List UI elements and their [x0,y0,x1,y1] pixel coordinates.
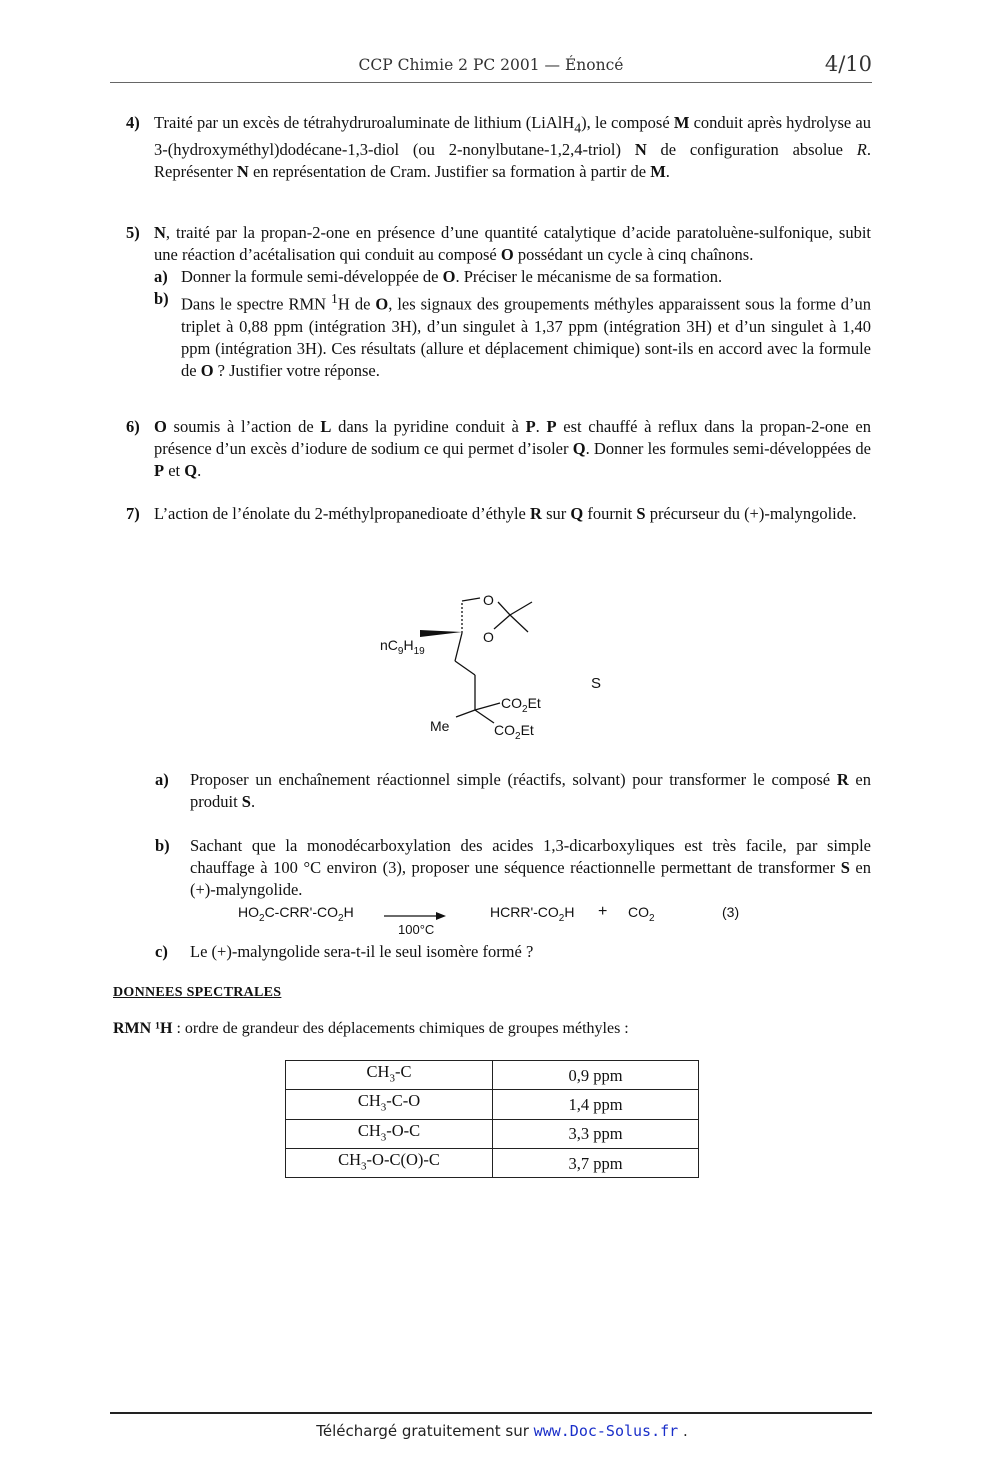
table-row [286,1119,699,1148]
question-7 [126,503,871,525]
table-row [286,1061,699,1090]
question-text: L’action de l’énolate du 2-méthylpropanedioate d’éthyle R sur Q fournit S précurseur du (+)-malyngolide. [154,504,857,523]
question-number: 7) [126,504,140,523]
page-header [110,52,872,82]
subquestion-text: Le (+)-malyngolide sera-t-il le seul isomère formé ? [190,942,534,961]
subquestion-label: c) [155,942,168,961]
question-text: Traité par un excès de tétrahydruroaluminate de lithium (LiAlH$_4$), le composé M conduit après hydrolyse au 3-(hydroxyméthyl)dodécane-1,3-diol (ou 2-nonylbutane-1,2,4-triol) N de configuration absolue R. Représenter N en représentation de Cram. Justifier sa formation à partir de M. [154,113,871,182]
footer-text: Téléchargé gratuitement sur [316,1422,534,1440]
question-text: N, traité par la propan-2-one en présence d’une quantité catalytique d’acide paratoluène-sulfonique, subit une réaction d’acétalisation qui conduit au composé O possédant un cycle à cinq chaînons. [154,223,871,264]
nonyl-chain-label: $nC_9H_{19}$ [380,637,425,657]
subquestion-label: a) [154,267,168,286]
equation-co2: $CO_2$ [628,904,655,924]
methyl-label: Me [430,718,450,734]
subquestion-5a [154,266,871,288]
footer-link[interactable]: www.Doc-Solus.fr [533,1422,679,1440]
ester-group-2: $CO_2Et$ [494,722,534,742]
subquestion-text: Donner la formule semi-développée de O. Préciser le mécanisme de sa formation. [181,267,723,286]
equation-reactant: $HO_2C-CRR'-CO_2H$ [238,904,354,924]
ring-oxygen-bottom: O [483,629,494,645]
equation-product: $HCRR'-CO_2H$ [490,904,575,924]
ester-group-1: $CO_2Et$ [501,695,541,715]
compound-label-s: S [591,675,602,692]
reaction-arrow [384,911,446,921]
subquestion-label: a) [155,770,169,789]
question-text: O soumis à l’action de L dans la pyridine conduit à P. P est chauffé à reflux dans la propan-2-one en présence d’un excès d’iodure de sodium ce qui permet d’isoler Q. Donner les formules semi-développées de P et Q. [154,417,871,480]
question-number: 5) [126,223,140,242]
chemical-shift-cell: 1,4 ppm [493,1090,699,1119]
chemical-shift-cell: 3,3 ppm [493,1119,699,1148]
methyl-group-cell: $CH_3-C-O$ [286,1090,493,1119]
table-row [286,1090,699,1119]
equation-plus: + [598,903,608,920]
page-footer [0,1422,1004,1440]
nmr-shift-table [285,1060,699,1178]
subquestion-label: b) [154,289,169,308]
methyl-group-cell: $CH_3-O-C$ [286,1119,493,1148]
subquestion-7a [155,769,871,813]
subquestion-label: b) [155,836,170,855]
equation-condition: 100°C [398,922,435,937]
page-number: 4/10 [824,52,872,76]
subquestion-text: Proposer un enchaînement réactionnel simple (réactifs, solvant) pour transformer le composé R en produit S. [190,770,872,811]
subquestion-5b [154,288,871,382]
subquestion-7b [155,835,871,901]
chemical-shift-cell: 0,9 ppm [493,1061,699,1090]
header-rule [110,82,872,83]
nmr-intro-text: : ordre de grandeur des déplacements chimiques de groupes méthyles : [172,1020,629,1037]
footer-end: . [678,1422,688,1440]
subquestion-text: Sachant que la monodécarboxylation des acides 1,3-dicarboxyliques est très facile, par simple chauffage à 100 °C environ (3), proposer une séquence réactionnelle permettant de transformer S en (+)-malyngolide. [190,836,872,899]
question-6 [126,416,871,482]
methyl-group-cell: $CH_3-C$ [286,1061,493,1090]
footer-rule [110,1412,872,1414]
molecule-s-structure [370,585,630,750]
section-title: DONNEES SPECTRALES [113,985,282,1000]
methyl-group-cell: $CH_3-O-C(O)-C$ [286,1148,493,1177]
nmr-intro-label: RMN ¹H [113,1020,173,1037]
header-title: CCP Chimie 2 PC 2001 — Énoncé [358,56,624,74]
chemical-shift-cell: 3,7 ppm [493,1148,699,1177]
question-number: 6) [126,417,140,436]
equation-number: (3) [722,904,740,920]
wedge-bond [420,630,462,637]
nmr-intro [113,1020,629,1038]
subquestion-7c [155,941,871,963]
ring-oxygen-top: O [483,592,494,608]
table-row [286,1148,699,1177]
question-4 [126,112,871,183]
question-5 [126,222,871,382]
question-number: 4) [126,113,140,132]
subquestion-text: Dans le spectre RMN $^1$H de O, les signaux des groupements méthyles apparaissent sous la forme d’un triplet à 0,88 ppm (intégration 3H), d’un singulet à 1,37 ppm (intégration 3H) et d’un singulet à 1,40 ppm (intégration 3H). Ces résultats (allure et déplacement chimique) sont-ils en accord avec la formule de O ? Justifier votre réponse. [181,291,871,380]
decarboxylation-equation [238,901,758,941]
